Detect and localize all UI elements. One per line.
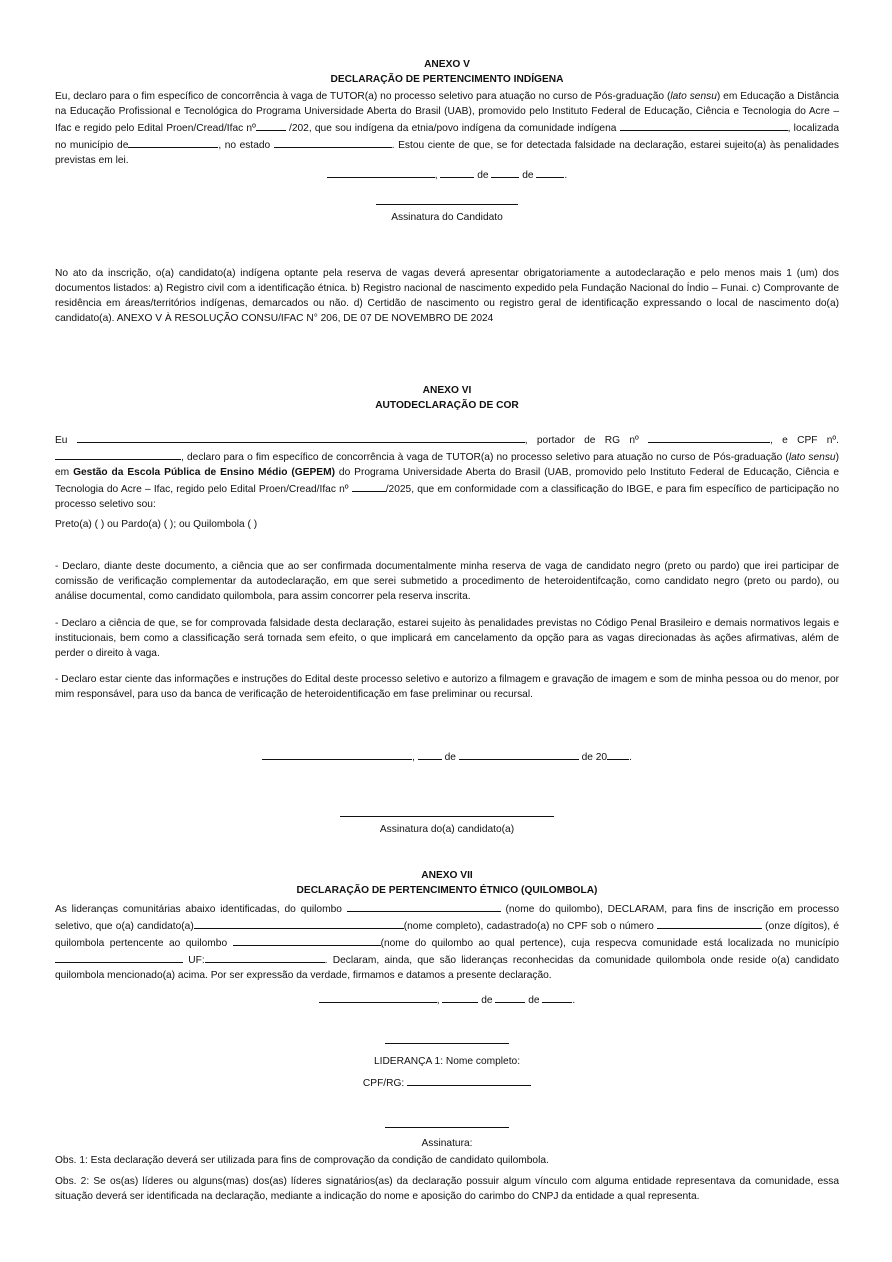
- anexo-v-signature: [55, 192, 839, 225]
- anexo-v-title: ANEXO V: [424, 59, 470, 70]
- text: de: [474, 170, 492, 181]
- text: de: [478, 995, 496, 1006]
- signature-line[interactable]: [385, 1115, 509, 1128]
- text: (onze dígitos), é quilombola pertencente ao quilombo: [55, 921, 839, 949]
- month-blank[interactable]: [491, 166, 519, 178]
- name-blank[interactable]: [77, 431, 525, 443]
- leader-label: LIDERANÇA 1: Nome completo:: [373, 1056, 521, 1067]
- text: Eu, declaro para o fim específico de concorrência à vaga de TUTOR(a) no processo seletivo para atuação no curso de Pós-graduação (: [55, 91, 671, 102]
- italic-text: lato sensu: [788, 452, 836, 463]
- city-blank[interactable]: [327, 166, 435, 178]
- text: , localizada no município de: [55, 123, 839, 151]
- month-blank[interactable]: [459, 748, 579, 760]
- text: , portador de RG nº: [524, 435, 649, 446]
- declaration-2: - Declaro a ciência de que, se for comprovada falsidade desta declaração, estarei sujeito às penalidades previstas no Código Penal Brasileiro e demais normativos legais e institucionais, bem como a classificação será tornada sem efeito, o que implicará em cancelamento da opção para as vagas direcionadas às ações afirmativas, além de perder o direito à vaga.: [55, 618, 839, 659]
- race-options[interactable]: Preto(a) ( ) ou Pardo(a) ( ); ou Quilombola ( ): [55, 519, 258, 530]
- text: /2025, que em conformidade com a classificação do IBGE, e para fim específico de participação no processo seletivo sou:: [55, 484, 840, 510]
- anexo-vii-title: ANEXO VII: [421, 870, 473, 881]
- anexo-vii-date-line: , de de .: [55, 991, 839, 1008]
- leader-signature-line[interactable]: [385, 1029, 509, 1044]
- cpf-blank[interactable]: [657, 917, 762, 929]
- text: (nome do quilombo ao qual pertence), cuja respecva comunidade está localizada no município: [380, 938, 840, 949]
- anexo-v-declaration: [55, 89, 839, 168]
- signature-label: Assinatura:: [421, 1138, 473, 1149]
- anexo-v-heading: [55, 57, 839, 87]
- text: de 20: [578, 752, 608, 763]
- text: , e CPF nº.: [770, 435, 839, 446]
- leader-block: [55, 1029, 839, 1091]
- anexo-vi-heading: [55, 383, 839, 413]
- text: de: [525, 995, 543, 1006]
- anexo-vi-title: ANEXO VI: [422, 385, 472, 396]
- signature-line[interactable]: [376, 192, 518, 205]
- declaration-1: - Declaro, diante deste documento, a ciência que ao ser confirmada documentalmente minha reserva de vaga de candidato negro (preto ou pardo) que irei participar de comissão de verificação complementar da autodeclaração, em que serei submetido a procedimento de heteroidentifcação, como candidato negro (preto ou pardo), ou análise documental, como candidato quilombola, para assim concorrer pela reserva inscrita.: [55, 561, 839, 602]
- community-blank[interactable]: [620, 119, 788, 131]
- text: , declaro para o fim específico de concorrência à vaga de TUTOR(a) no processo seletivo para atuação no curso de Pós-graduação (: [181, 452, 789, 463]
- declaration-3: - Declaro estar ciente das informações e instruções do Edital deste processo seletivo e autorizo a filmagem e gravação de imagem e som de minha pessoa ou do menor, por mim responsável, para uso da banca de verificação de heteroidentificação em fase preliminar ou recursal.: [55, 674, 839, 700]
- uf-blank[interactable]: [205, 951, 325, 963]
- text: ) em Educação a Distância na Educação Profissional e Tecnológica do Programa Universidade Aberta do Brasil (UAB), promovido pelo Instituto Federal de Educação, Ciência e Tecnologia do Acre – Ifac e regido pelo Edital Proen/Cread/Ifac nº: [55, 91, 839, 134]
- candidate-name-blank[interactable]: [194, 917, 404, 929]
- anexo-v-note: No ato da inscrição, o(a) candidato(a) indígena optante pela reserva de vagas deverá apresentar obrigatoriamente a autodeclaração e pelo menos mais 1 (um) dos documentos listados: a) Registro civil com a identificação étnica. b) Registro nacional de nascimento expedido pela Fundação Nacional do Índio – Funai. c) Comprovante de residência em áreas/territórios indígenas, demarcados ou não. d) Certidão de nascimento ou registro geral de identificação expressando o local de nascimento do(a) candidato(a). ANEXO V À RESOLUÇÃO CONSU/IFAC N° 206, DE 07 DE NOVEMBRO DE 2024: [55, 268, 839, 324]
- edital-number-blank[interactable]: [352, 480, 386, 492]
- italic-text: lato sensu: [670, 91, 717, 102]
- city-blank[interactable]: [319, 991, 437, 1003]
- cpf-label: CPF/RG:: [362, 1078, 408, 1089]
- anexo-vii-heading: [55, 868, 839, 898]
- text: /202, que sou indígena da etnia/povo indígena da comunidade indígena: [285, 123, 620, 134]
- anexo-vi-date-line: , de de 20 .: [55, 748, 839, 765]
- text: , no estado: [218, 140, 274, 151]
- day-blank[interactable]: [440, 166, 474, 178]
- edital-number-blank[interactable]: [256, 119, 286, 131]
- day-blank[interactable]: [418, 748, 442, 760]
- year-blank[interactable]: [607, 748, 629, 760]
- anexo-vi-signature: [55, 806, 839, 837]
- text: (nome completo), cadastrado(a) no CPF sob o número: [403, 921, 657, 932]
- cpf-rg-blank[interactable]: [407, 1074, 531, 1086]
- rg-blank[interactable]: [648, 431, 770, 443]
- text: de: [519, 170, 537, 181]
- anexo-v-date-line: , de de .: [55, 166, 839, 183]
- anexo-v-subtitle: DECLARAÇÃO DE PERTENCIMENTO INDÍGENA: [330, 74, 564, 85]
- text: do Programa Universidade Aberta do Brasil (UAB, promovido pelo Instituto Federal de Educação, Ciência e Tecnologia do Acre – Ifac, regido pelo Edital Proen/Cread/Ifac nº: [55, 467, 840, 495]
- text: (nome do quilombo), DECLARAM, para fins de inscrição em processo seletivo, que o(a) candidato(a): [55, 904, 839, 932]
- city-blank[interactable]: [262, 748, 412, 760]
- text: . Estou ciente de que, se for detectada falsidade na declaração, estarei sujeito(a) às penalidades previstas em lei.: [55, 140, 839, 166]
- leader-signature: [55, 1115, 839, 1151]
- municipality-blank[interactable]: [128, 136, 218, 148]
- signature-line[interactable]: [340, 806, 554, 817]
- text: ) em: [55, 452, 839, 478]
- anexo-vii-declaration: [55, 900, 839, 983]
- text: UF:: [183, 955, 205, 966]
- anexo-vi-subtitle: AUTODECLARAÇÃO DE COR: [375, 400, 519, 411]
- quilombo-name-blank[interactable]: [347, 900, 501, 912]
- obs-1: Obs. 1: Esta declaração deverá ser utilizada para fins de comprovação da condição de candidato quilombola.: [55, 1155, 549, 1166]
- anexo-vii-subtitle: DECLARAÇÃO DE PERTENCIMENTO ÉTNICO (QUILOMBOLA): [296, 885, 598, 896]
- state-blank[interactable]: [274, 136, 392, 148]
- signature-label: Assinatura do(a) candidato(a): [379, 824, 515, 835]
- quilombo-blank[interactable]: [233, 934, 381, 946]
- cpf-blank[interactable]: [55, 448, 181, 460]
- day-blank[interactable]: [442, 991, 478, 1003]
- month-blank[interactable]: [495, 991, 525, 1003]
- text: . Declaram, ainda, que são lideranças reconhecidas da comunidade quilombola onde reside o(a) candidato quilombola mencionado(a) acima. Por ser expressão da verdade, firmamos e datamos a presente declaração.: [55, 955, 839, 981]
- anexo-vi-declaration: [55, 431, 839, 512]
- text: Eu: [55, 435, 77, 446]
- text: de: [441, 752, 459, 763]
- signature-label: Assinatura do Candidato: [391, 212, 503, 223]
- year-blank[interactable]: [542, 991, 572, 1003]
- course-name: Gestão da Escola Pública de Ensino Médio (GEPEM): [73, 467, 335, 478]
- obs-2: Obs. 2: Se os(as) líderes ou alguns(mas) dos(as) líderes signatários(as) da declaração possuir algum vínculo com alguma entidade representava da comunidade, essa situação deverá ser identificada na declaração, mediante a indicação do nome e aposição do carimbo do CNPJ da entidade a qual representa.: [55, 1176, 839, 1202]
- text: As lideranças comunitárias abaixo identificadas, do quilombo: [55, 904, 347, 915]
- municipality-blank[interactable]: [55, 951, 183, 963]
- year-blank[interactable]: [536, 166, 564, 178]
